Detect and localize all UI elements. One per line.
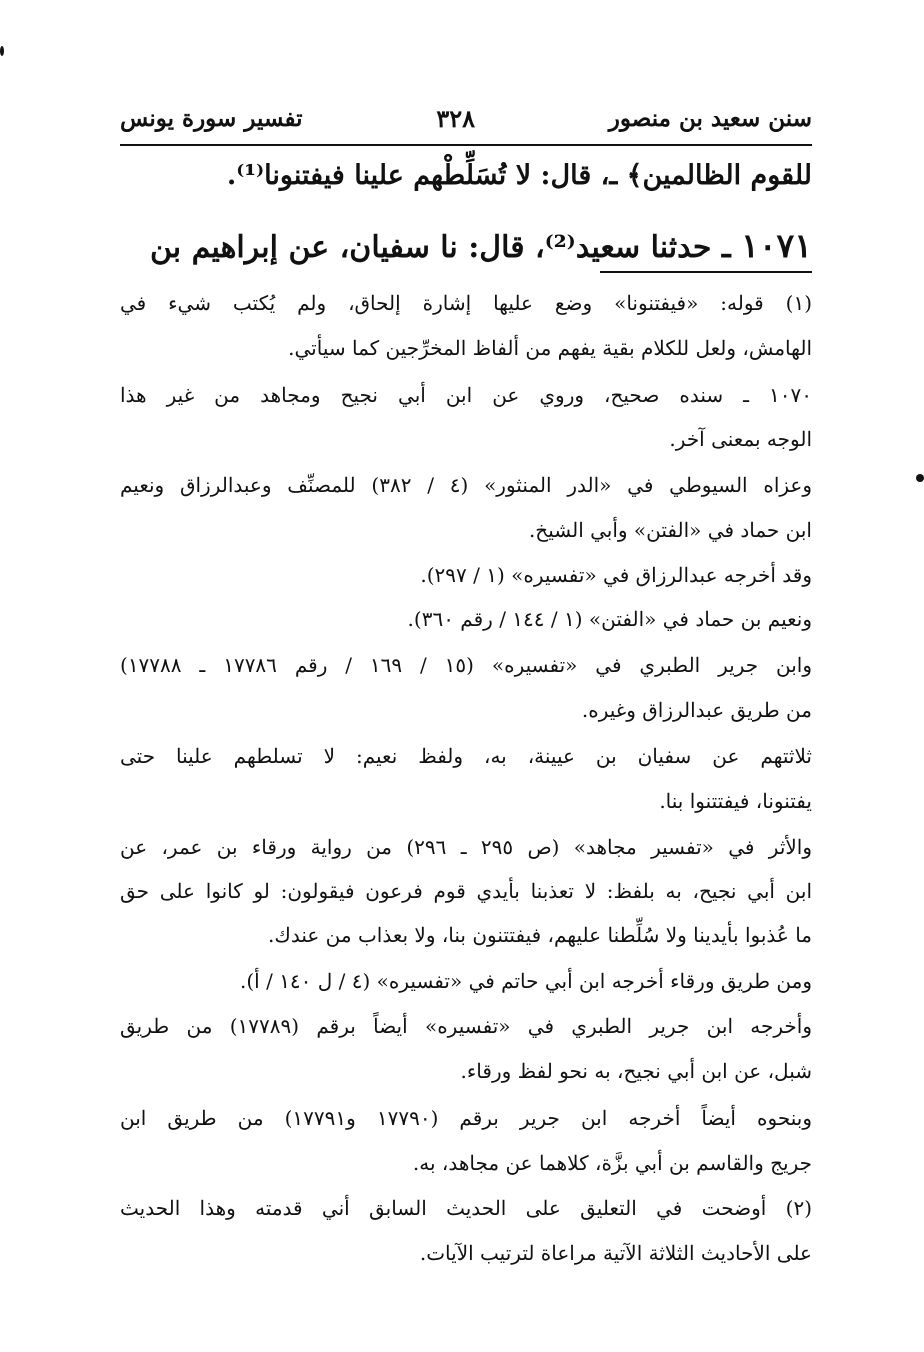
scan-mark [916, 474, 924, 482]
footnote-line: والأثر في «تفسير مجاهد» (ص ٢٩٥ ـ ٢٩٦) من رواية ورقاء بن عمر، عن [120, 835, 813, 859]
page-header [120, 98, 812, 138]
footnote-line: وعزاه السيوطي في «الدر المنثور» (٤ / ٣٨٢) للمصنِّف وعبدالرزاق ونعيم [120, 473, 813, 497]
footnote-line: جريج والقاسم بن أبي بزَّة، كلاهما عن مجاهد، به. [412, 1151, 812, 1175]
footnote-line: الهامش، ولعل للكلام بقية يفهم من ألفاظ المخرِّجين كما سيأتي. [288, 336, 812, 360]
hadith-text: ـ حدثنا سعيد⁽²⁾، قال: نا سفيان، عن إبراهيم بن [149, 230, 731, 265]
hadith-number: ١٠٧١ [741, 226, 812, 265]
footnote-line: وأخرجه ابن جرير الطبري في «تفسيره» أيضاً برقم (١٧٧٨٩) من طريق [120, 1014, 813, 1038]
footnote-line: يفتنونا، فيفتتنوا بنا. [659, 789, 812, 813]
footnote-line: ١٠٧٠ ـ سنده صحيح، وروي عن ابن أبي نجيح ومجاهد من غير هذا [120, 383, 812, 407]
main-text-line-1: للقوم الظالمين﴾ ـ، قال: لا تُسَلِّطْهم علينا فيفتنونا⁽¹⁾. [226, 160, 812, 191]
footnote-line: ابن أبي نجيح، به بلفظ: لا تعذبنا بأيدي قوم فرعون فيقولون: لو كانوا على حق [120, 879, 812, 903]
header-book-title: سنن سعيد بن منصور [608, 104, 812, 132]
footnote-line: وابن جرير الطبري في «تفسيره» (١٥ / ١٦٩ / رقم ١٧٧٨٦ ـ ١٧٧٨٨) [120, 653, 813, 677]
footnote-line: ما عُذبوا بأيدينا ولا سُلِّطنا عليهم، فيفتتنون بنا، ولا بعذاب من عندك. [268, 923, 812, 947]
page-number: ٣٢٨ [436, 103, 475, 133]
footnote-line: وبنحوه أيضاً أخرجه ابن جرير برقم (١٧٧٩٠ و١٧٧٩١) من طريق ابن [120, 1106, 813, 1130]
footnote-line: شبل، عن ابن أبي نجيح، به نحو لفظ ورقاء. [460, 1059, 812, 1083]
footnote-line: (١) قوله: «فيفتنونا» وضع عليها إشارة إلحاق، ولم يُكتب شيء في [120, 291, 812, 315]
main-text-line-2 [120, 226, 812, 265]
footnote-line: (٢) أوضحت في التعليق على الحديث السابق أني قدمته وهذا الحديث [120, 1196, 812, 1220]
footnote-line: وقد أخرجه عبدالرزاق في «تفسيره» (١ / ٢٩٧). [420, 563, 812, 587]
footnote-line: الوجه بمعنى آخر. [669, 427, 812, 451]
header-chapter-title: تفسير سورة يونس [120, 104, 303, 132]
footnote-line: ابن حماد في «الفتن» وأبي الشيخ. [528, 518, 812, 542]
footnote-separator [600, 271, 812, 273]
footnote-line: من طريق عبدالرزاق وغيره. [581, 698, 812, 722]
footnote-line: ونعيم بن حماد في «الفتن» (١ / ١٤٤ / رقم ٣٦٠). [407, 607, 812, 631]
footnote-line: على الأحاديث الثلاثة الآتية مراعاة لترتيب الآيات. [419, 1241, 812, 1265]
scan-mark [0, 46, 4, 56]
header-rule [120, 144, 812, 146]
footnote-line: ومن طريق ورقاء أخرجه ابن أبي حاتم في «تفسيره» (٤ / ل ١٤٠ / أ). [240, 969, 812, 993]
footnote-line: ثلاثتهم عن سفيان بن عيينة، به، ولفظ نعيم: لا تسلطهم علينا حتى [120, 744, 812, 768]
